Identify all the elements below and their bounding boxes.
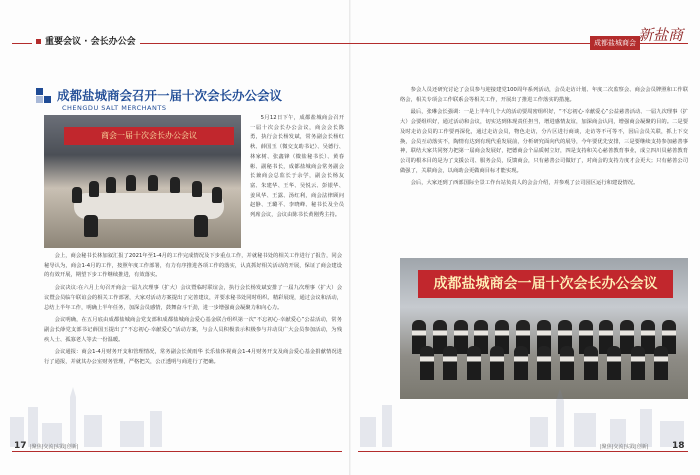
article-body-left xyxy=(44,252,342,368)
attendee-figure xyxy=(72,187,82,203)
article-subtitle: CHENGDU SALT MERCHANTS xyxy=(62,104,167,112)
article-body-right xyxy=(400,86,688,189)
paragraph: 会议通报：商会1-4月财务开支和管理情况，常务副会长黄雨华 长乐盐休视商会1-4月财务开支及商会爱心基金捐献情况进行了通报，并就其办公室财务管理，严格把关，公正透明与商进行了把确。 xyxy=(44,349,342,366)
title-square-icon xyxy=(44,96,51,103)
attendee-figure xyxy=(170,177,180,193)
photo-banner: 成都盐城商会一届十次会长办公会议 xyxy=(418,270,673,298)
photo-banner: 商会一届十次会长办公会议 xyxy=(64,127,234,145)
paragraph: 会议明确，在五月底由成都盐城商会党支部和成都盐城商会爱心基金联合组织第一次“不忘初心·幸献爱心”公益活动，常务副会长薛党支部书记薛国玉提出了“不忘初心·幸献爱心”活动方案，与会人员积极表示积极参与并动员广大会员参加活动，为残疾人士、孤寡老人等去一份温暖。 xyxy=(44,317,342,343)
group-photo xyxy=(400,258,688,399)
paragraph: 5月12日下午，成都盐城商会召开一届十次会长办公会议，商会会长陈勇，执行会长杨发斌，常务副会长杨红秋、薛国玉（微交支助书记）、吴德行、林家树、张鑫锋（微盐秘书长）、黄春彬、副秘书长，成都盐城商会常务副会长兼商会总监长于余学，副会长杨友富、朱建华、王华、吴悦云、彭银华、姜风华、王露、汤红利，商会法律顾问赵静、王璐平、李晓峰、秘书长及全员列席会议，会议由陈书长黄刚秀主持。 xyxy=(250,115,344,219)
page-number-right: 18 xyxy=(672,441,685,451)
attendee-figure xyxy=(126,175,136,191)
article-title: 成都盐城商会召开一届十次会长办公会议 xyxy=(57,88,283,103)
section-title: 重要会议 · 会长办公会 xyxy=(32,34,140,47)
footer-rule-left xyxy=(12,451,342,452)
attendee-figure xyxy=(194,215,208,237)
title-square-icon xyxy=(36,96,43,103)
attendee-figure xyxy=(106,177,116,193)
footer-tagline-right: |聚焦|交流|实践|创新| xyxy=(600,444,649,450)
page-number-left: 17 xyxy=(14,441,27,451)
attendee-figure xyxy=(212,187,222,203)
attendee-figure xyxy=(192,181,202,197)
attendee-figure xyxy=(148,175,158,191)
title-square-icon xyxy=(36,88,43,95)
paragraph: 参会人员还研究讨论了会员参与迎接建党100周年系列活动，会员走访计划、年度二次监察会、商会会员牌照和工作联络会，相关专项会工作联系会等相关工作，开展出了推进工作落实的措施。 xyxy=(400,87,688,103)
chamber-badge: 成都盐城商会 xyxy=(590,36,640,50)
footer-rule-right xyxy=(358,451,688,452)
paragraph: 最后，张琳会长强调：一是上半年几个大的活动要周密组织好，“不忘初心·幸献爱心”公益慈善活动、一届九次理事（扩大）会要组织好，通过活动和会议，切实达到体现责任担当，增进感情友谊，加深商会认同，增强商会凝聚的目的。二是要及时走访会员的工作要再深化，通过走访会员，物色走访，分片区进行商谈，走访等不可等不，因后会员关联，抓上下交换，会员互动落实不，陶情有达到有现代重发展前，分析研究面向代的展导，今年要优先安排，三是要继续支持参加慈善事神，联结大家共同努力把第一届商会发展好，把德商会个品质树立好，四是支持和关心慈善教育事业，成立四川员慈善教育公司的根本目的是为了支援公司、服务会员，反馈商会，只有慈善公司做好了，对商会的支持力度才会更大；只有慈善公司做强了，关联商会，以商助会更做商目标才能实现。 xyxy=(400,109,688,174)
meeting-photo xyxy=(44,115,241,248)
magazine-logo: 新盐商 xyxy=(638,26,684,44)
paragraph: 会后，大家还到了西部国际全景工作台站负责人的会会介绍，并参观了公司园区运行和建设情况。 xyxy=(410,180,639,187)
city-skyline-graphic xyxy=(0,387,700,447)
attendee-figure xyxy=(89,181,99,197)
footer-tagline-left: |聚焦|交流|实践|创新| xyxy=(30,444,79,450)
attendee-figure xyxy=(84,215,98,237)
paragraph: 会上，商会秘书长林加叙汇报了2021年至1-4月的工作完成情况及下步重点工作，并就秘书处的相关工作进行了报告，同会秘导认为，商会1-4月的工作，按照年度工作部署，有力有序推进各项工作的落实，认真抓好相关活动的开展，保证了商会建设的有效开展，期望下步工作继续推进，有效落实。 xyxy=(44,253,342,279)
group-front-row xyxy=(420,346,668,380)
article-intro-text xyxy=(250,114,344,221)
paragraph: 会议决议:在六月上旬召开商会一届九次理事（扩大）会议暨临时联谊会，执行会长杨发斌安排了一届九次理事（扩大）会议暨会员临午联谊会的相关工作部署，大家对活动方案提出了完善建议，并要求秘书处同时组织、精彩展现，通过会议和活动，总结上半年工作，明确上半年任务，加深会员感情，鼓舞奋斗干劲，进一步增强商会凝聚力和向心力。 xyxy=(44,285,342,311)
